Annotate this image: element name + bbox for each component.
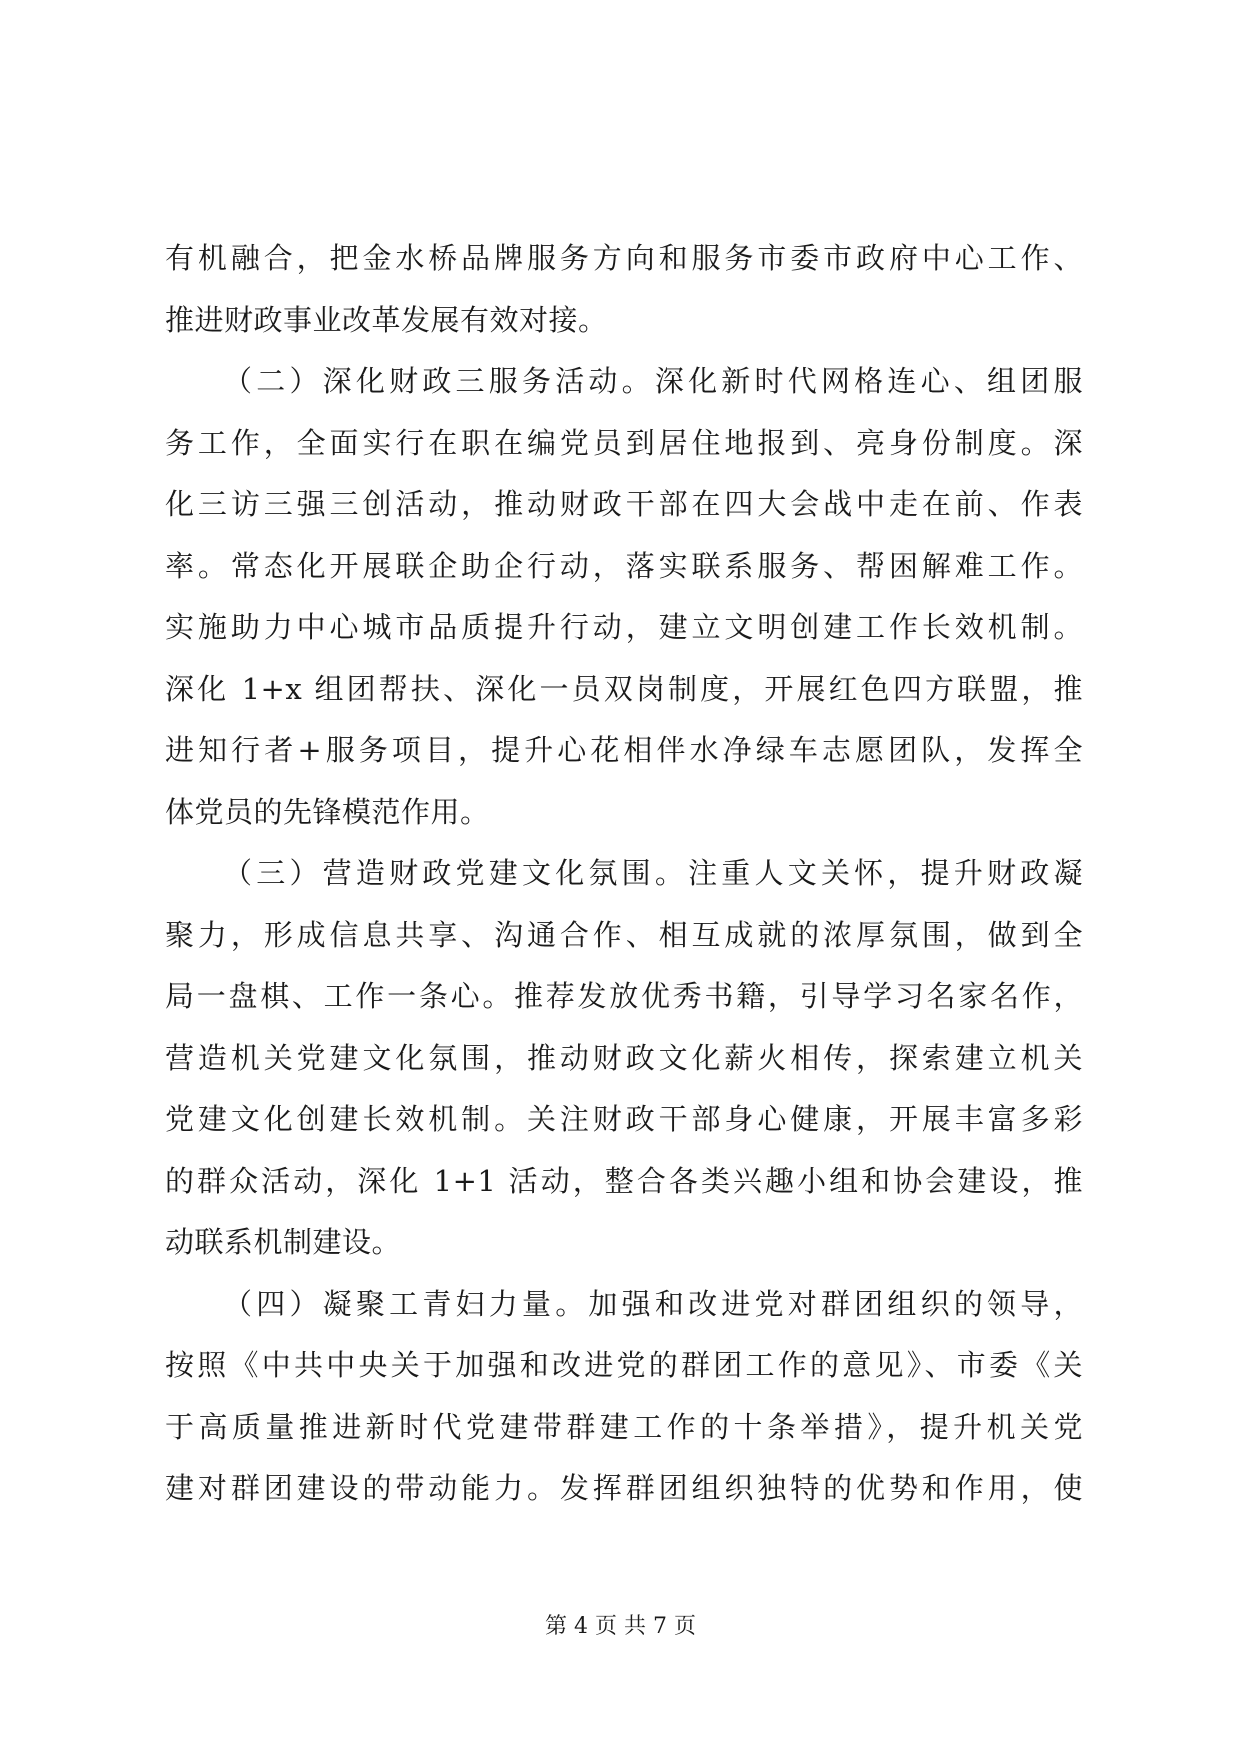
section-heading-line: （四）凝聚工青妇力量。加强和改进党对群团组织的领导，	[223, 1286, 1083, 1321]
text-line: 务工作，全面实行在职在编党员到居住地报到、亮身份制度。深	[165, 425, 1083, 460]
page-number-footer: 第 4 页 共 7 页	[545, 1614, 696, 1639]
text-line: 局一盘棋、工作一条心。推荐发放优秀书籍，引导学习名家名作，	[165, 979, 1083, 1013]
text-line: 动联系机制建设。	[165, 1225, 402, 1259]
text-line: 深化 1+x 组团帮扶、深化一员双岗制度，开展红色四方联盟，推	[165, 671, 1083, 706]
text-line: 进知行者+服务项目，提升心花相伴水净绿车志愿团队，发挥全	[165, 733, 1083, 767]
section-heading-line: （三）营造财政党建文化氛围。注重人文关怀，提升财政凝	[223, 856, 1083, 890]
text-line: 体党员的先锋模范作用。	[165, 794, 490, 829]
text-line: 建对群团建设的带动能力。发挥群团组织独特的优势和作用，使	[165, 1471, 1083, 1505]
text-line: 的群众活动，深化 1+1 活动，整合各类兴趣小组和协会建设，推	[165, 1163, 1083, 1198]
body-text	[165, 228, 1083, 1520]
text-line: 营造机关党建文化氛围，推动财政文化薪火相传，探索建立机关	[165, 1040, 1083, 1075]
text-line: 化三访三强三创活动，推动财政干部在四大会战中走在前、作表	[165, 487, 1083, 521]
section-heading-line: （二）深化财政三服务活动。深化新时代网格连心、组团服	[223, 364, 1083, 398]
text-line: 率。常态化开展联企助企行动，落实联系服务、帮困解难工作。	[165, 548, 1083, 583]
text-line: 推进财政事业改革发展有效对接。	[165, 302, 608, 337]
text-line: 聚力，形成信息共享、沟通合作、相互成就的浓厚氛围，做到全	[165, 917, 1083, 952]
text-line: 于高质量推进新时代党建带群建工作的十条举措》，提升机关党	[165, 1409, 1083, 1444]
text-line: 按照《中共中央关于加强和改进党的群团工作的意见》、市委《关	[165, 1348, 1083, 1382]
text-line: 有机融合，把金水桥品牌服务方向和服务市委市政府中心工作、	[165, 241, 1083, 275]
text-line: 实施助力中心城市品质提升行动，建立文明创建工作长效机制。	[165, 610, 1083, 644]
text-line: 党建文化创建长效机制。关注财政干部身心健康，开展丰富多彩	[165, 1102, 1083, 1136]
